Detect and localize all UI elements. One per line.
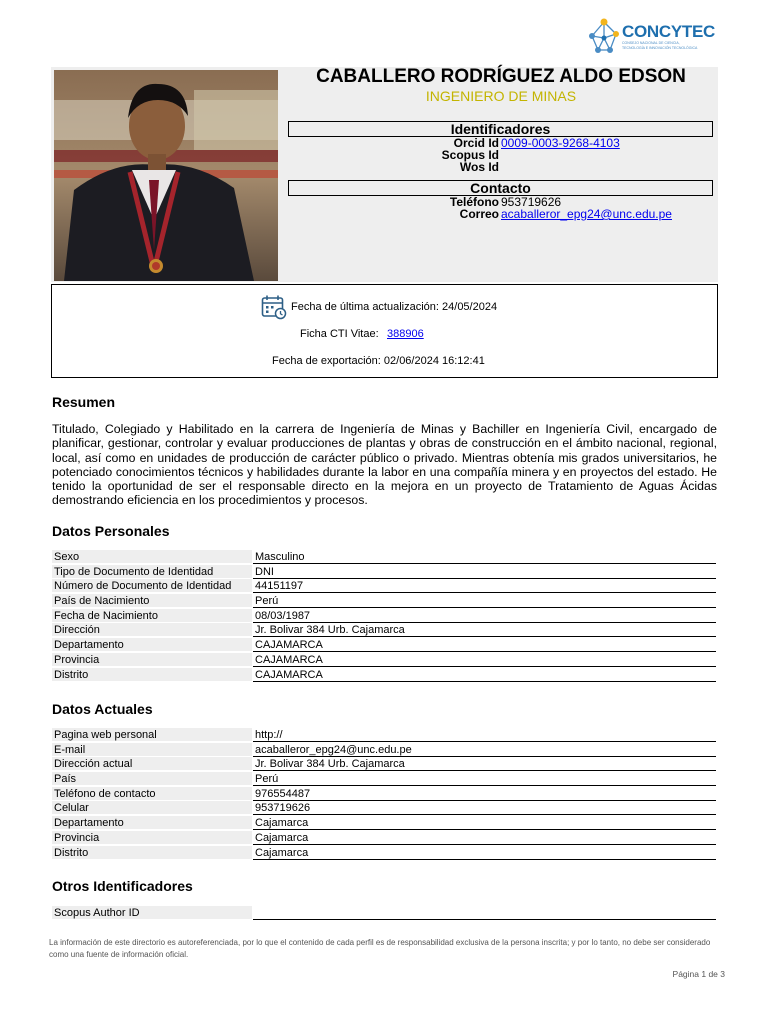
profile-header [51,67,718,282]
personal-data-heading: Datos Personales [52,523,170,539]
row-label: Departamento [52,638,252,651]
row-value: Perú [253,594,716,608]
phone-label: Teléfono [449,195,499,209]
table-row [52,668,716,683]
row-value [253,906,716,920]
disclaimer-note: La información de este directorio es autoreferenciada, por lo que el contenido de cada perfil es de responsabilidad exclusiva de la persona inscrita; y por lo tanto, no debe ser considerado como una fuente de información oficial. [49,938,711,959]
phone-value: 953719626 [501,195,562,209]
row-label: Dirección [52,623,252,636]
table-row [52,579,716,594]
identifiers-heading: Identificadores [288,121,713,137]
last-updated: Fecha de última actualización: 24/05/2024 [291,301,498,313]
concytec-logo [586,16,726,56]
row-value: Jr. Bolivar 384 Urb. Cajamarca [253,757,716,771]
row-value: http:// [253,728,716,742]
row-value: Cajamarca [253,846,716,860]
row-value: 44151197 [253,579,716,593]
row-label: Provincia [52,831,252,844]
current-data-table [52,728,716,860]
row-value: Perú [253,772,716,786]
row-label: Pagina web personal [52,728,252,741]
row-value: DNI [253,565,716,579]
table-row [52,728,716,743]
row-value: 953719626 [253,801,716,815]
table-row [52,594,716,609]
other-ids-table [52,906,716,921]
row-value: CAJAMARCA [253,638,716,652]
row-label: E-mail [52,743,252,756]
row-value: 08/03/1987 [253,609,716,623]
row-label: País [52,772,252,785]
table-row [52,772,716,787]
row-label: País de Nacimiento [52,594,252,607]
contact-heading: Contacto [288,180,713,196]
table-row [52,816,716,831]
email-link[interactable]: acaballeror_epg24@unc.edu.pe [501,207,672,221]
wos-label: Wos Id [459,160,499,174]
orcid-link[interactable]: 0009-0003-9268-4103 [501,136,620,150]
row-label: Distrito [52,668,252,681]
email-label: Correo [459,207,499,221]
profile-photo [54,70,278,281]
scopus-label: Scopus Id [441,148,499,162]
other-ids-heading: Otros Identificadores [52,878,193,894]
row-label: Departamento [52,816,252,829]
row-value: 976554487 [253,787,716,801]
cti-label: Ficha CTI Vitae: [300,328,379,340]
row-label: Número de Documento de Identidad [52,579,252,592]
table-row [52,846,716,861]
row-label: Dirección actual [52,757,252,770]
row-value: Masculino [253,550,716,564]
row-value: Cajamarca [253,831,716,845]
table-row [52,787,716,802]
table-row [52,609,716,624]
orcid-label: Orcid Id [453,136,499,150]
table-row [52,757,716,772]
table-row [52,550,716,565]
table-row [52,831,716,846]
row-label: Fecha de Nacimiento [52,609,252,622]
page-number: Página 1 de 3 [672,969,725,979]
logo-name: CONCYTEC [622,22,715,41]
row-value: acaballeror_epg24@unc.edu.pe [253,743,716,757]
export-info-box [51,284,718,378]
row-label: Tipo de Documento de Identidad [52,565,252,578]
row-label: Distrito [52,846,252,859]
table-row [52,801,716,816]
row-label: Celular [52,801,252,814]
calendar-icon [261,294,287,320]
summary-heading: Resumen [52,394,116,410]
summary-text: Titulado, Colegiado y Habilitado en la carrera de Ingeniería de Minas y Bachiller en Ingeniería Civil, encargado de planificar, gestionar, controlar y evaluar producciones de plantas y obras de construcción en el ámbito nacional, regional, local, así como en unidades de producción de carácter público o privado. Mientras obtenía mis grados universitarios, he potenciado conocimientos técnicos y habilidades durante la labor en una compañía minera y en proyectos del estado. He tenido la oportunidad de ser el responsable directo en la mejora en un proyecto de Tratamiento de Aguas Ácidas demostrando eficiencia en los procedimientos y procesos. [52,422,717,508]
table-row [52,653,716,668]
row-value: CAJAMARCA [253,668,716,682]
row-label: Teléfono de contacto [52,787,252,800]
current-data-heading: Datos Actuales [52,701,153,717]
row-value: Cajamarca [253,816,716,830]
row-value: Jr. Bolivar 384 Urb. Cajamarca [253,623,716,637]
table-row [52,743,716,758]
personal-data-table [52,550,716,682]
profile-profession: INGENIERO DE MINAS [425,88,577,104]
logo-subtitle-2: TECNOLOGÍA E INNOVACIÓN TECNOLÓGICA [622,46,698,50]
logo-subtitle-1: CONSEJO NACIONAL DE CIENCIA, [622,41,680,45]
row-value: CAJAMARCA [253,653,716,667]
table-row [52,638,716,653]
row-label: Sexo [52,550,252,563]
row-label: Scopus Author ID [52,906,252,919]
network-icon [586,16,622,56]
profile-name: CABALLERO RODRÍGUEZ ALDO EDSON [316,66,686,87]
row-label: Provincia [52,653,252,666]
table-row [52,623,716,638]
table-row [52,565,716,580]
table-row [52,906,716,921]
export-date: Fecha de exportación: 02/06/2024 16:12:41 [272,355,485,367]
cti-link[interactable]: 388906 [387,328,424,340]
